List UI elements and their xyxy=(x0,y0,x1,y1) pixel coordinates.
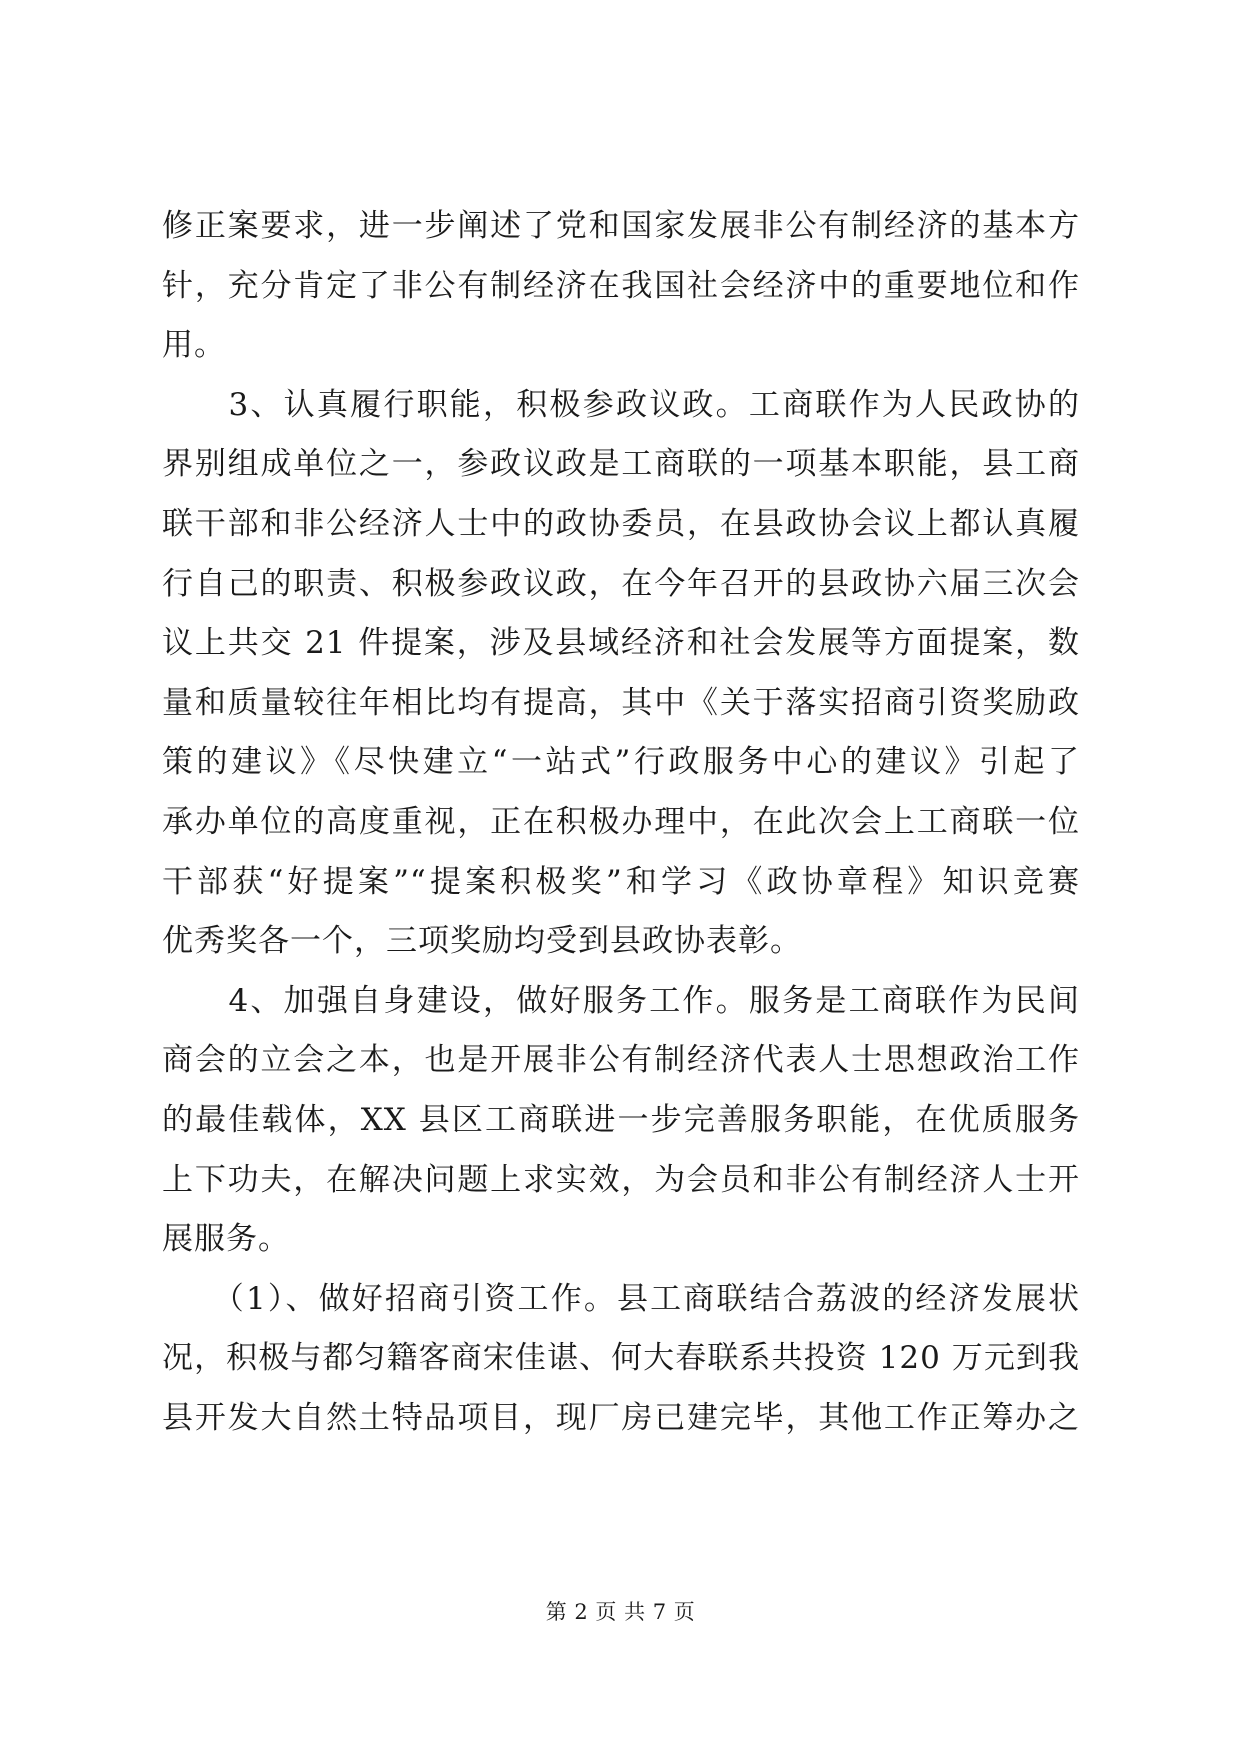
text-line: 策的建议》《尽快建立“一站式”行政服务中心的建议》引起了 xyxy=(162,744,1080,781)
text-line: 界别组成单位之一，参政议政是工商联的一项基本职能，县工商 xyxy=(162,446,1080,483)
text-line: 3、认真履行职能，积极参政议政。工商联作为人民政协的 xyxy=(162,386,1080,423)
text-line: 的最佳载体，XX 县区工商联进一步完善服务职能，在优质服务 xyxy=(162,1101,1080,1138)
text-line: 量和质量较往年相比均有提高，其中《关于落实招商引资奖励政 xyxy=(162,684,1080,721)
document-body xyxy=(162,197,1080,1448)
text-line: 承办单位的高度重视，正在积极办理中，在此次会上工商联一位 xyxy=(162,803,1080,840)
text-line: 上下功夫，在解决问题上求实效，为会员和非公有制经济人士开 xyxy=(162,1161,1080,1198)
text-line: 优秀奖各一个，三项奖励均受到县政协表彰。 xyxy=(162,923,802,960)
text-line: 修正案要求，进一步阐述了党和国家发展非公有制经济的基本方 xyxy=(162,208,1080,244)
page-number-footer: 第 2 页 共 7 页 xyxy=(545,1600,696,1624)
text-line: 县开发大自然土特品项目，现厂房已建完毕，其他工作正筹办之 xyxy=(162,1399,1080,1436)
text-line: 议上共交 21 件提案，涉及县域经济和社会发展等方面提案，数 xyxy=(162,625,1080,662)
text-line: 展服务。 xyxy=(162,1221,290,1258)
text-line: 针，充分肯定了非公有制经济在我国社会经济中的重要地位和作 xyxy=(162,267,1080,304)
text-line: 4、加强自身建设，做好服务工作。服务是工商联作为民间 xyxy=(162,982,1080,1019)
text-line: 联干部和非公经济人士中的政协委员，在县政协会议上都认真履 xyxy=(162,505,1080,542)
text-line: 干部获“好提案”“提案积极奖”和学习《政协章程》知识竞赛 xyxy=(162,863,1080,900)
text-line: 行自己的职责、积极参政议政，在今年召开的县政协六届三次会 xyxy=(162,565,1080,602)
text-line: 商会的立会之本，也是开展非公有制经济代表人士思想政治工作 xyxy=(162,1042,1080,1079)
text-line: （1）、做好招商引资工作。县工商联结合荔波的经济发展状 xyxy=(162,1280,1080,1317)
text-line: 况，积极与都匀籍客商宋佳谌、何大春联系共投资 120 万元到我 xyxy=(162,1340,1080,1377)
text-line: 用。 xyxy=(162,327,226,364)
